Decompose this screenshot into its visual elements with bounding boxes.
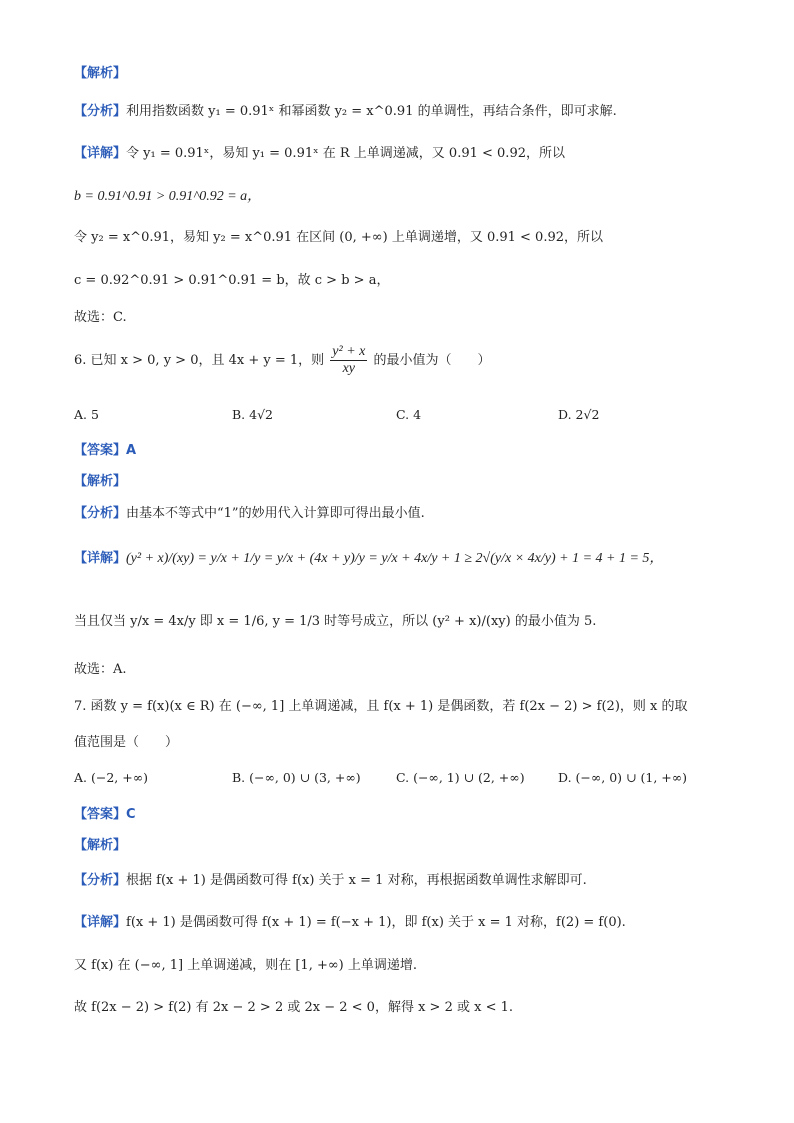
q6-frac-denominator: xy bbox=[342, 361, 356, 377]
q7-xiangjie bbox=[74, 915, 626, 931]
q6-xiangjie-tag: 【详解】 bbox=[74, 551, 127, 566]
q6-xiangjie bbox=[74, 551, 663, 568]
q6-fenxi bbox=[74, 506, 425, 522]
q7-detail-line3: 故 f(2x − 2) > f(2) 有 2x − 2 > 2 或 2x − 2 < 0，解得 x > 2 或 x < 1. bbox=[74, 1000, 513, 1015]
q7-fenxi-tag: 【分析】 bbox=[74, 873, 127, 888]
q5-detail-line4: c = 0.92^0.91 > 0.91^0.91 = b，故 c > b > a， bbox=[74, 273, 390, 288]
q7-option-d: D. (−∞, 0) ∪ (1, +∞) bbox=[558, 770, 688, 785]
q7-detail-line2: 又 f(x) 在 (−∞, 1] 上单调递减，则在 [1, +∞) 上单调递增. bbox=[74, 958, 418, 973]
q5-detail-line1: 令 y₁ = 0.91ˣ，易知 y₁ = 0.91ˣ 在 R 上单调递减，又 0.91 < 0.92，所以 bbox=[126, 146, 565, 161]
q6-option-a: A. 5 bbox=[74, 407, 99, 422]
q6-stem-a: 6. 已知 x > 0, y > 0，且 4x + y = 1，则 bbox=[74, 353, 325, 369]
q6-detail-formula: (y² + x)/(xy) = y/x + 1/y = y/x + (4x + y)/y = y/x + 4x/y + 1 ≥ 2√(y/x × 4x/y) + 1 = 4 + 1 = 5， bbox=[126, 551, 664, 566]
q5-jiexi-label: 【解析】 bbox=[74, 66, 127, 81]
q5-choice: 故选：C. bbox=[74, 310, 127, 325]
q6-stem-fraction bbox=[330, 344, 367, 377]
q6-equality-condition: 当且仅当 y/x = 4x/y 即 x = 1/6, y = 1/3 时等号成立，所以 (y² + x)/(xy) 的最小值为 5. bbox=[74, 614, 597, 629]
q6-stem bbox=[74, 344, 491, 377]
q6-jiexi-label: 【解析】 bbox=[74, 474, 127, 489]
q6-choice: 故选：A. bbox=[74, 662, 127, 677]
q7-xiangjie-tag: 【详解】 bbox=[74, 915, 127, 930]
q6-option-d: D. 2√2 bbox=[558, 407, 600, 422]
q7-answer: 【答案】C bbox=[74, 807, 136, 822]
q5-detail-line2: b = 0.91^0.91 > 0.91^0.92 = a， bbox=[74, 189, 262, 204]
q7-option-c: C. (−∞, 1) ∪ (2, +∞) bbox=[396, 770, 525, 785]
q7-fenxi bbox=[74, 873, 587, 889]
q6-frac-numerator: y² + x bbox=[330, 344, 367, 361]
q5-detail-line3: 令 y₂ = x^0.91，易知 y₂ = x^0.91 在区间 (0, +∞) 上单调递增，又 0.91 < 0.92，所以 bbox=[74, 230, 604, 245]
q6-option-b: B. 4√2 bbox=[232, 407, 274, 422]
q6-option-c: C. 4 bbox=[396, 407, 422, 422]
q5-xiangjie-tag: 【详解】 bbox=[74, 146, 127, 161]
q5-xiangjie-line1 bbox=[74, 146, 565, 162]
q7-option-b: B. (−∞, 0) ∪ (3, +∞) bbox=[232, 770, 361, 785]
q7-option-a: A. (−2, +∞) bbox=[74, 770, 148, 785]
q5-fenxi bbox=[74, 104, 617, 120]
q7-fenxi-text: 根据 f(x + 1) 是偶函数可得 f(x) 关于 x = 1 对称，再根据函数单调性求解即可. bbox=[126, 873, 587, 888]
q5-fenxi-text: 利用指数函数 y₁ = 0.91ˣ 和幂函数 y₂ = x^0.91 的单调性，再结合条件，即可求解. bbox=[126, 104, 617, 119]
q6-fenxi-tag: 【分析】 bbox=[74, 506, 127, 521]
q5-fenxi-tag: 【分析】 bbox=[74, 104, 127, 119]
q7-detail-line1: f(x + 1) 是偶函数可得 f(x + 1) = f(−x + 1)，即 f(x) 关于 x = 1 对称，f(2) = f(0). bbox=[126, 915, 626, 930]
q7-stem-line1: 7. 函数 y = f(x)(x ∈ R) 在 (−∞, 1] 上单调递减，且 f(x + 1) 是偶函数，若 f(2x − 2) > f(2)，则 x 的取 bbox=[74, 699, 688, 714]
q6-fenxi-text: 由基本不等式中“1”的妙用代入计算即可得出最小值. bbox=[126, 506, 425, 521]
q7-jiexi-label: 【解析】 bbox=[74, 838, 127, 853]
q6-stem-b: 的最小值为（ ） bbox=[373, 353, 491, 369]
q6-answer: 【答案】A bbox=[74, 443, 137, 458]
q7-stem-line2: 值范围是（ ） bbox=[74, 735, 179, 750]
